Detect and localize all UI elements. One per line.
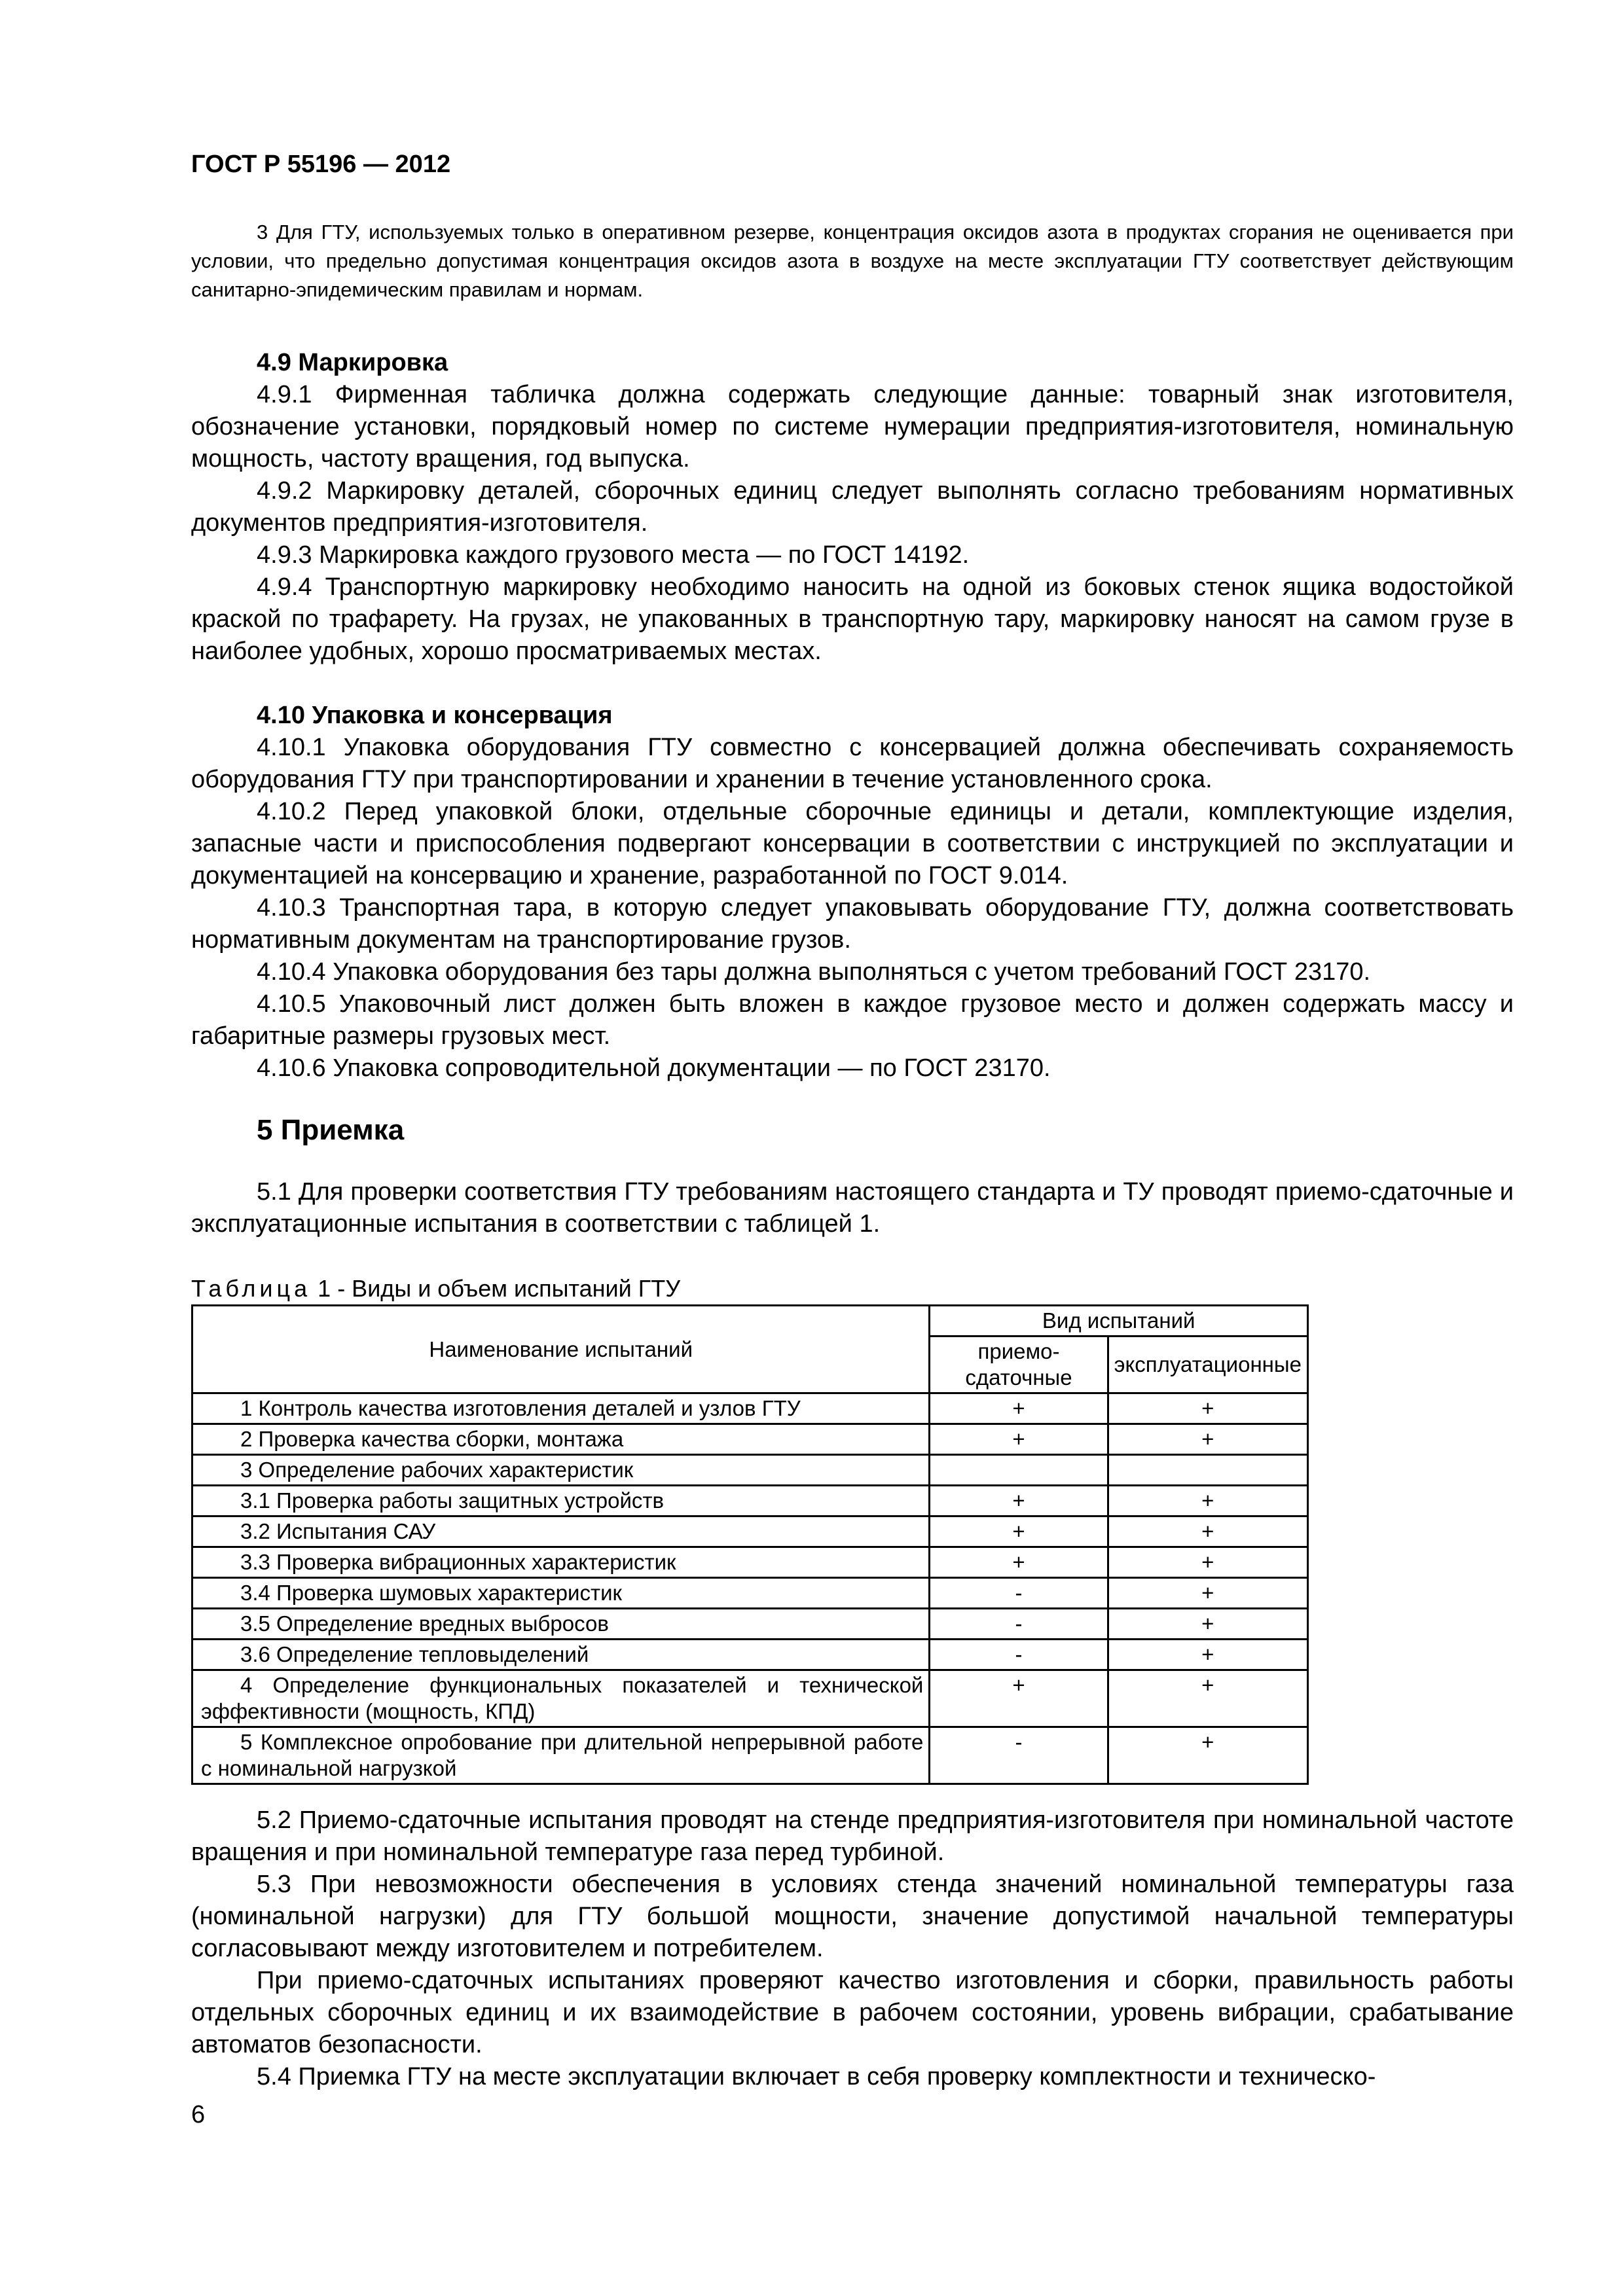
document-header: ГОСТ Р 55196 — 2012 (191, 151, 451, 178)
para-5-1: 5.1 Для проверки соответствия ГТУ требованиям настоящего стандарта и ТУ проводят приемо-сдаточные и эксплуатационные испытания в соответствии с таблицей 1. (191, 1178, 1514, 1238)
test-name-cell: 3.6 Определение тепловыделений (192, 1640, 930, 1670)
para-4-10-5: 4.10.5 Упаковочный лист должен быть вложен в каждое грузовое место и должен содержать массу и габаритные размеры грузовых мест. (191, 990, 1514, 1050)
test-name-cell: 3.3 Проверка вибрационных характеристик (192, 1547, 930, 1578)
section-4-9-title: 4.9 Маркировка (257, 349, 448, 376)
operational-cell: + (1108, 1670, 1307, 1727)
operational-cell: + (1108, 1640, 1307, 1670)
acceptance-cell: + (930, 1547, 1108, 1578)
para-4-10-4: 4.10.4 Упаковка оборудования без тары должна выполняться с учетом требований ГОСТ 23170. (257, 958, 1371, 986)
test-name-cell: 3.4 Проверка шумовых характеристик (192, 1578, 930, 1609)
acceptance-cell: + (930, 1486, 1108, 1516)
test-name-cell: 4 Определение функциональных показателей и технической эффективности (мощность, КПД) (192, 1670, 930, 1727)
operational-cell: + (1108, 1516, 1307, 1547)
para-4-9-2: 4.9.2 Маркировку деталей, сборочных единиц следует выполнять согласно требованиям нормативных документов предприятия-изготовителя. (191, 477, 1514, 537)
test-name-cell: 2 Проверка качества сборки, монтажа (192, 1424, 930, 1455)
acceptance-cell: - (930, 1578, 1108, 1609)
operational-cell: + (1108, 1393, 1307, 1424)
note-3: 3 Для ГТУ, используемых только в оперативном резерве, концентрация оксидов азота в продуктах сгорания не оценивается при условии, что предельно допустимая концентрация оксидов азота в воздухе на месте эксплуатации ГТУ соответствует действующим санитарно-эпидемическим правилам и нормам. (191, 221, 1514, 301)
header-operational: эксплуатационные (1108, 1336, 1307, 1393)
test-name-cell: 3.1 Проверка работы защитных устройств (192, 1486, 930, 1516)
tests-table (191, 1304, 1309, 1785)
table-row (192, 1424, 1308, 1455)
table-row (192, 1670, 1308, 1727)
para-5-3-cont: При приемо-сдаточных испытаниях проверяют качество изготовления и сборки, правильность работы отдельных сборочных единиц и их взаимодействие в рабочем состоянии, уровень вибрации, срабатывание автоматов безопасности. (191, 1967, 1514, 2058)
tests-table-body (192, 1393, 1308, 1784)
table-row (192, 1547, 1308, 1578)
operational-cell: + (1108, 1547, 1307, 1578)
acceptance-cell: - (930, 1609, 1108, 1640)
table-row (192, 1393, 1308, 1424)
para-4-9-3: 4.9.3 Маркировка каждого грузового места — по ГОСТ 14192. (257, 541, 970, 569)
table-row (192, 1727, 1308, 1784)
test-name-cell: 3.2 Испытания САУ (192, 1516, 930, 1547)
test-name-cell: 5 Комплексное опробование при длительной непрерывной работе с номинальной нагрузкой (192, 1727, 930, 1784)
section-4-10-title: 4.10 Упаковка и консервация (257, 702, 613, 729)
acceptance-cell: - (930, 1727, 1108, 1784)
para-4-10-2: 4.10.2 Перед упаковкой блоки, отдельные сборочные единицы и детали, комплектующие изделия, запасные части и приспособления подвергают консервации в соответствии с инструкцией по эксплуатации и документацией на консервацию и хранение, разработанной по ГОСТ 9.014. (191, 798, 1514, 889)
table-row (192, 1455, 1308, 1486)
header-test-name: Наименование испытаний (192, 1306, 930, 1393)
acceptance-cell: + (930, 1393, 1108, 1424)
operational-cell: + (1108, 1578, 1307, 1609)
acceptance-cell: + (930, 1516, 1108, 1547)
test-name-cell: 3.5 Определение вредных выбросов (192, 1609, 930, 1640)
table-caption-text: 1 - Виды и объем испытаний ГТУ (318, 1275, 681, 1302)
operational-cell (1108, 1455, 1307, 1486)
para-4-9-1: 4.9.1 Фирменная табличка должна содержать следующие данные: товарный знак изготовителя, обозначение установки, порядковый номер по системе нумерации предприятия-изготовителя, номинальную мощность, частоту вращения, год выпуска. (191, 381, 1514, 473)
table-row (192, 1640, 1308, 1670)
operational-cell: + (1108, 1609, 1307, 1640)
document-page (191, 151, 1514, 2129)
table-row (192, 1516, 1308, 1547)
header-test-type: Вид испытаний (930, 1306, 1308, 1336)
para-5-3: 5.3 При невозможности обеспечения в условиях стенда значений номинальной температуры газа (номинальной нагрузки) для ГТУ большой мощности, значение допустимой начальной температуры согласовывают между изготовителем и потребителем. (191, 1871, 1514, 1962)
acceptance-cell (930, 1455, 1108, 1486)
table-row (192, 1609, 1308, 1640)
table-row (192, 1578, 1308, 1609)
test-name-cell: 3 Определение рабочих характеристик (192, 1455, 930, 1486)
acceptance-cell: + (930, 1424, 1108, 1455)
para-5-2: 5.2 Приемо-сдаточные испытания проводят на стенде предприятия-изготовителя при номинальной частоте вращения и при номинальной температуре газа перед турбиной. (191, 1806, 1514, 1866)
para-4-10-3: 4.10.3 Транспортная тара, в которую следует упаковывать оборудование ГТУ, должна соответствовать нормативным документам на транспортирование грузов. (191, 894, 1514, 954)
operational-cell: + (1108, 1486, 1307, 1516)
table-row (192, 1486, 1308, 1516)
para-4-9-4: 4.9.4 Транспортную маркировку необходимо наносить на одной из боковых стенок ящика водостойкой краской по трафарету. На грузах, не упакованных в транспортную тару, маркировку наносят на самом грузе в наиболее удобных, хорошо просматриваемых местах. (191, 573, 1514, 665)
acceptance-cell: + (930, 1670, 1108, 1727)
section-5-title: 5 Приемка (257, 1114, 405, 1146)
page-number: 6 (191, 2101, 206, 2128)
operational-cell: + (1108, 1424, 1307, 1455)
header-acceptance: приемо-сдаточные (930, 1336, 1108, 1393)
table-caption-word: Таблица (191, 1275, 312, 1302)
table-caption (191, 1273, 1514, 1304)
para-4-10-1: 4.10.1 Упаковка оборудования ГТУ совместно с консервацией должна обеспечивать сохраняемость оборудования ГТУ при транспортировании и хранении в течение установленного срока. (191, 734, 1514, 793)
para-5-4: 5.4 Приемка ГТУ на месте эксплуатации включает в себя проверку комплектности и техническо- (257, 2063, 1376, 2090)
acceptance-cell: - (930, 1640, 1108, 1670)
para-4-10-6: 4.10.6 Упаковка сопроводительной документации — по ГОСТ 23170. (257, 1054, 1051, 1082)
test-name-cell: 1 Контроль качества изготовления деталей и узлов ГТУ (192, 1393, 930, 1424)
operational-cell: + (1108, 1727, 1307, 1784)
